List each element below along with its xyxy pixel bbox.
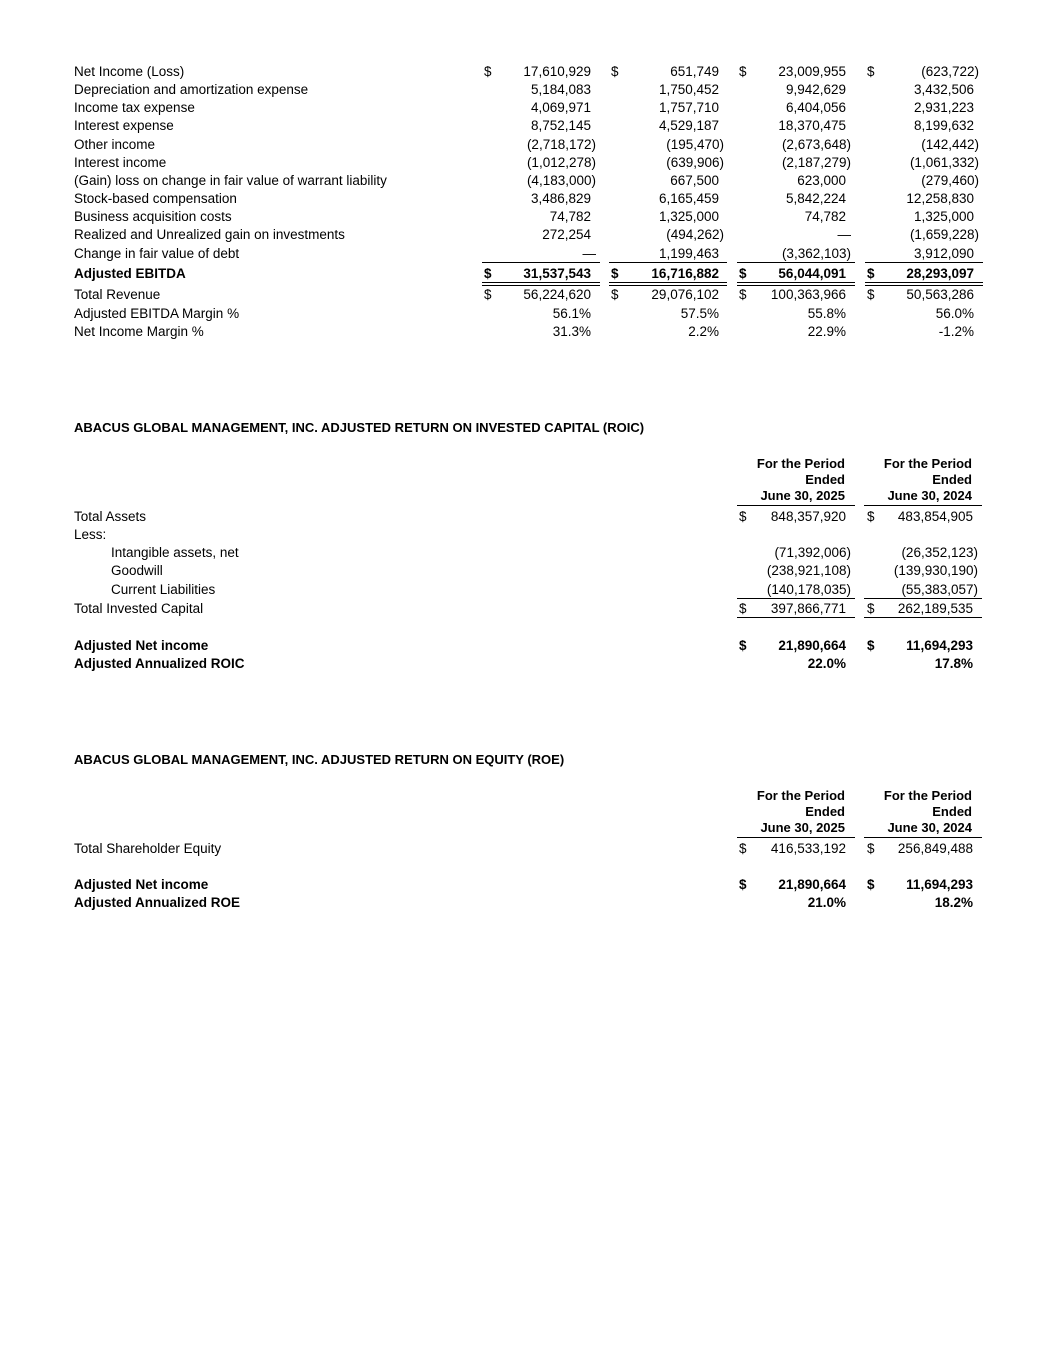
cell-value: 12,258,830 [906,191,974,206]
subtotal-rule [737,262,855,263]
row-label: Net Income (Loss) [74,64,185,79]
cell-value: 4,069,971 [530,100,591,115]
cell-value: 31.3% [552,324,591,339]
table-row [0,840,1055,858]
roe-title: ABACUS GLOBAL MANAGEMENT, INC. ADJUSTED RETURN ON EQUITY (ROE) [74,752,565,767]
table-row [0,655,1055,673]
cell-value: 623,000 [797,173,846,188]
currency-symbol: $ [867,601,875,616]
cell-value: 8,199,632 [913,118,974,133]
table-row [0,562,1055,580]
cell-value: (238,921,108) [766,563,851,578]
row-label: Total Revenue [74,287,161,302]
column-header-line: June 30, 2025 [760,820,845,835]
row-label: Adjusted Annualized ROE [74,895,241,910]
header-rule [864,837,982,838]
row-label: (Gain) loss on change in fair value of warrant liability [74,173,387,188]
row-label: Interest expense [74,118,174,133]
cell-value: 55.8% [807,306,846,321]
cell-value: 5,184,083 [530,82,591,97]
row-label: Adjusted Annualized ROIC [74,656,245,671]
table-row [0,117,1055,135]
cell-value: 50,563,286 [906,287,974,302]
table-row [0,99,1055,117]
cell-value: 8,752,145 [530,118,591,133]
cell-value: 31,537,543 [523,266,591,281]
column-header-line: Ended [932,804,972,819]
cell-value: 17,610,929 [523,64,591,79]
total-double-rule [737,282,855,283]
column-header [842,788,972,836]
table-row [0,323,1055,341]
currency-symbol: $ [611,266,619,281]
cell-value: 74,782 [804,209,846,224]
cell-value: 1,325,000 [913,209,974,224]
column-header-line: June 30, 2024 [887,820,972,835]
row-label: Total Shareholder Equity [74,841,222,856]
row-label: Total Invested Capital [74,601,204,616]
table-row [0,894,1055,912]
column-header [842,456,972,504]
currency-symbol: $ [739,601,747,616]
cell-value: 1,325,000 [658,209,719,224]
row-label: Intangible assets, net [111,545,239,560]
subtotal-rule [482,262,600,263]
cell-value: (26,352,123) [901,545,978,560]
cell-value: (55,383,057) [901,582,978,597]
row-label: Adjusted EBITDA [74,266,186,281]
row-label: Goodwill [111,563,163,578]
cell-value: (623,722) [921,64,979,79]
cell-value: — [582,246,596,261]
currency-symbol: $ [739,266,747,281]
table-row [0,81,1055,99]
cell-value: (279,460) [921,173,979,188]
cell-value: 56.1% [552,306,591,321]
cell-value: 28,293,097 [906,266,974,281]
cell-value: 18.2% [934,895,973,910]
cell-value: 17.8% [934,656,973,671]
total-double-rule [609,282,727,283]
cell-value: 21.0% [807,895,846,910]
total-double-rule [482,282,600,283]
currency-symbol: $ [867,638,875,653]
cell-value: — [837,227,851,242]
row-label: Income tax expense [74,100,195,115]
total-double-rule [482,285,600,286]
cell-value: 21,890,664 [778,638,846,653]
currency-symbol: $ [739,287,747,302]
cell-value: 100,363,966 [770,287,846,302]
table-row [0,637,1055,655]
cell-value: 3,912,090 [913,246,974,261]
table-row [0,286,1055,304]
header-rule [737,505,855,506]
table-row [0,265,1055,283]
table-row [0,63,1055,81]
currency-symbol: $ [867,287,875,302]
cell-value: 6,165,459 [658,191,719,206]
row-label: Interest income [74,155,167,170]
currency-symbol: $ [484,266,492,281]
table-row [0,208,1055,226]
column-header-line: June 30, 2025 [760,488,845,503]
table-row [0,245,1055,263]
currency-symbol: $ [739,509,747,524]
cell-value: 21,890,664 [778,877,846,892]
table-row [0,526,1055,544]
row-label: Change in fair value of debt [74,246,240,261]
row-label: Stock-based compensation [74,191,237,206]
row-label: Depreciation and amortization expense [74,82,309,97]
cell-value: (139,930,190) [893,563,978,578]
table-row [0,876,1055,894]
cell-value: 1,750,452 [658,82,719,97]
cell-value: -1.2% [938,324,974,339]
row-label: Adjusted Net income [74,877,209,892]
currency-symbol: $ [484,287,492,302]
currency-symbol: $ [611,287,619,302]
cell-value: 56,044,091 [778,266,846,281]
cell-value: 3,432,506 [913,82,974,97]
header-rule [864,505,982,506]
cell-value: (1,659,228) [909,227,979,242]
cell-value: (4,183,000) [526,173,596,188]
column-header [715,788,845,836]
table-row [0,600,1055,618]
cell-value: 23,009,955 [778,64,846,79]
currency-symbol: $ [867,877,875,892]
cell-value: 16,716,882 [651,266,719,281]
total-double-rule [737,285,855,286]
cell-value: 3,486,829 [530,191,591,206]
row-label: Adjusted Net income [74,638,209,653]
column-header-line: For the Period [883,788,972,803]
cell-value: 262,189,535 [897,601,973,616]
row-label: Less: [74,527,107,542]
cell-value: 416,533,192 [770,841,846,856]
cell-value: (195,470) [666,137,724,152]
table-row [0,226,1055,244]
cell-value: (142,442) [921,137,979,152]
table-row [0,190,1055,208]
currency-symbol: $ [867,64,875,79]
table-row [0,305,1055,323]
cell-value: (1,061,332) [909,155,979,170]
cell-value: 57.5% [680,306,719,321]
total-double-rule [865,282,983,283]
column-header-line: Ended [805,804,845,819]
cell-value: 9,942,629 [785,82,846,97]
cell-value: 1,757,710 [658,100,719,115]
column-header-line: June 30, 2024 [887,488,972,503]
currency-symbol: $ [867,266,875,281]
total-double-rule [865,285,983,286]
currency-symbol: $ [739,638,747,653]
subtotal-rule [609,262,727,263]
column-header-line: Ended [805,472,845,487]
cell-value: 11,694,293 [906,638,973,653]
cell-value: (1,012,278) [526,155,596,170]
cell-value: (639,906) [666,155,724,170]
currency-symbol: $ [867,841,875,856]
cell-value: (2,187,279) [781,155,851,170]
cell-value: 256,849,488 [897,841,973,856]
cell-value: 56,224,620 [523,287,591,302]
cell-value: (3,362,103) [781,246,851,261]
currency-symbol: $ [739,64,747,79]
row-label: Business acquisition costs [74,209,232,224]
row-label: Adjusted EBITDA Margin % [74,306,240,321]
column-header-line: For the Period [756,456,845,471]
cell-value: 4,529,187 [658,118,719,133]
row-label: Current Liabilities [111,582,216,597]
column-header-line: Ended [932,472,972,487]
table-row [0,154,1055,172]
cell-value: 11,694,293 [906,877,973,892]
cell-value: (2,718,172) [526,137,596,152]
cell-value: 397,866,771 [770,601,846,616]
cell-value: 2.2% [688,324,719,339]
roic-title: ABACUS GLOBAL MANAGEMENT, INC. ADJUSTED RETURN ON INVESTED CAPITAL (ROIC) [74,420,645,435]
cell-value: 22.0% [807,656,846,671]
column-header-line: For the Period [883,456,972,471]
header-rule [737,837,855,838]
cell-value: 56.0% [935,306,974,321]
cell-value: 6,404,056 [785,100,846,115]
cell-value: 5,842,224 [785,191,846,206]
cell-value: (2,673,648) [781,137,851,152]
cell-value: 1,199,463 [658,246,719,261]
row-label: Total Assets [74,509,147,524]
table-row [0,581,1055,599]
table-row [0,544,1055,562]
column-header [715,456,845,504]
table-row [0,172,1055,190]
cell-value: 29,076,102 [651,287,719,302]
cell-value: 22.9% [807,324,846,339]
cell-value: (140,178,035) [766,582,851,597]
cell-value: 74,782 [549,209,591,224]
currency-symbol: $ [611,64,619,79]
column-header-line: For the Period [756,788,845,803]
currency-symbol: $ [867,509,875,524]
row-label: Net Income Margin % [74,324,204,339]
cell-value: (71,392,006) [774,545,851,560]
row-label: Other income [74,137,156,152]
total-double-rule [609,285,727,286]
cell-value: 483,854,905 [897,509,973,524]
row-label: Realized and Unrealized gain on investments [74,227,345,242]
cell-value: 667,500 [670,173,719,188]
cell-value: 651,749 [670,64,719,79]
table-row [0,508,1055,526]
table-row [0,136,1055,154]
currency-symbol: $ [484,64,492,79]
currency-symbol: $ [739,877,747,892]
subtotal-rule [865,262,983,263]
cell-value: 272,254 [542,227,591,242]
cell-value: (494,262) [666,227,724,242]
currency-symbol: $ [739,841,747,856]
cell-value: 2,931,223 [913,100,974,115]
cell-value: 18,370,475 [778,118,846,133]
cell-value: 848,357,920 [770,509,846,524]
